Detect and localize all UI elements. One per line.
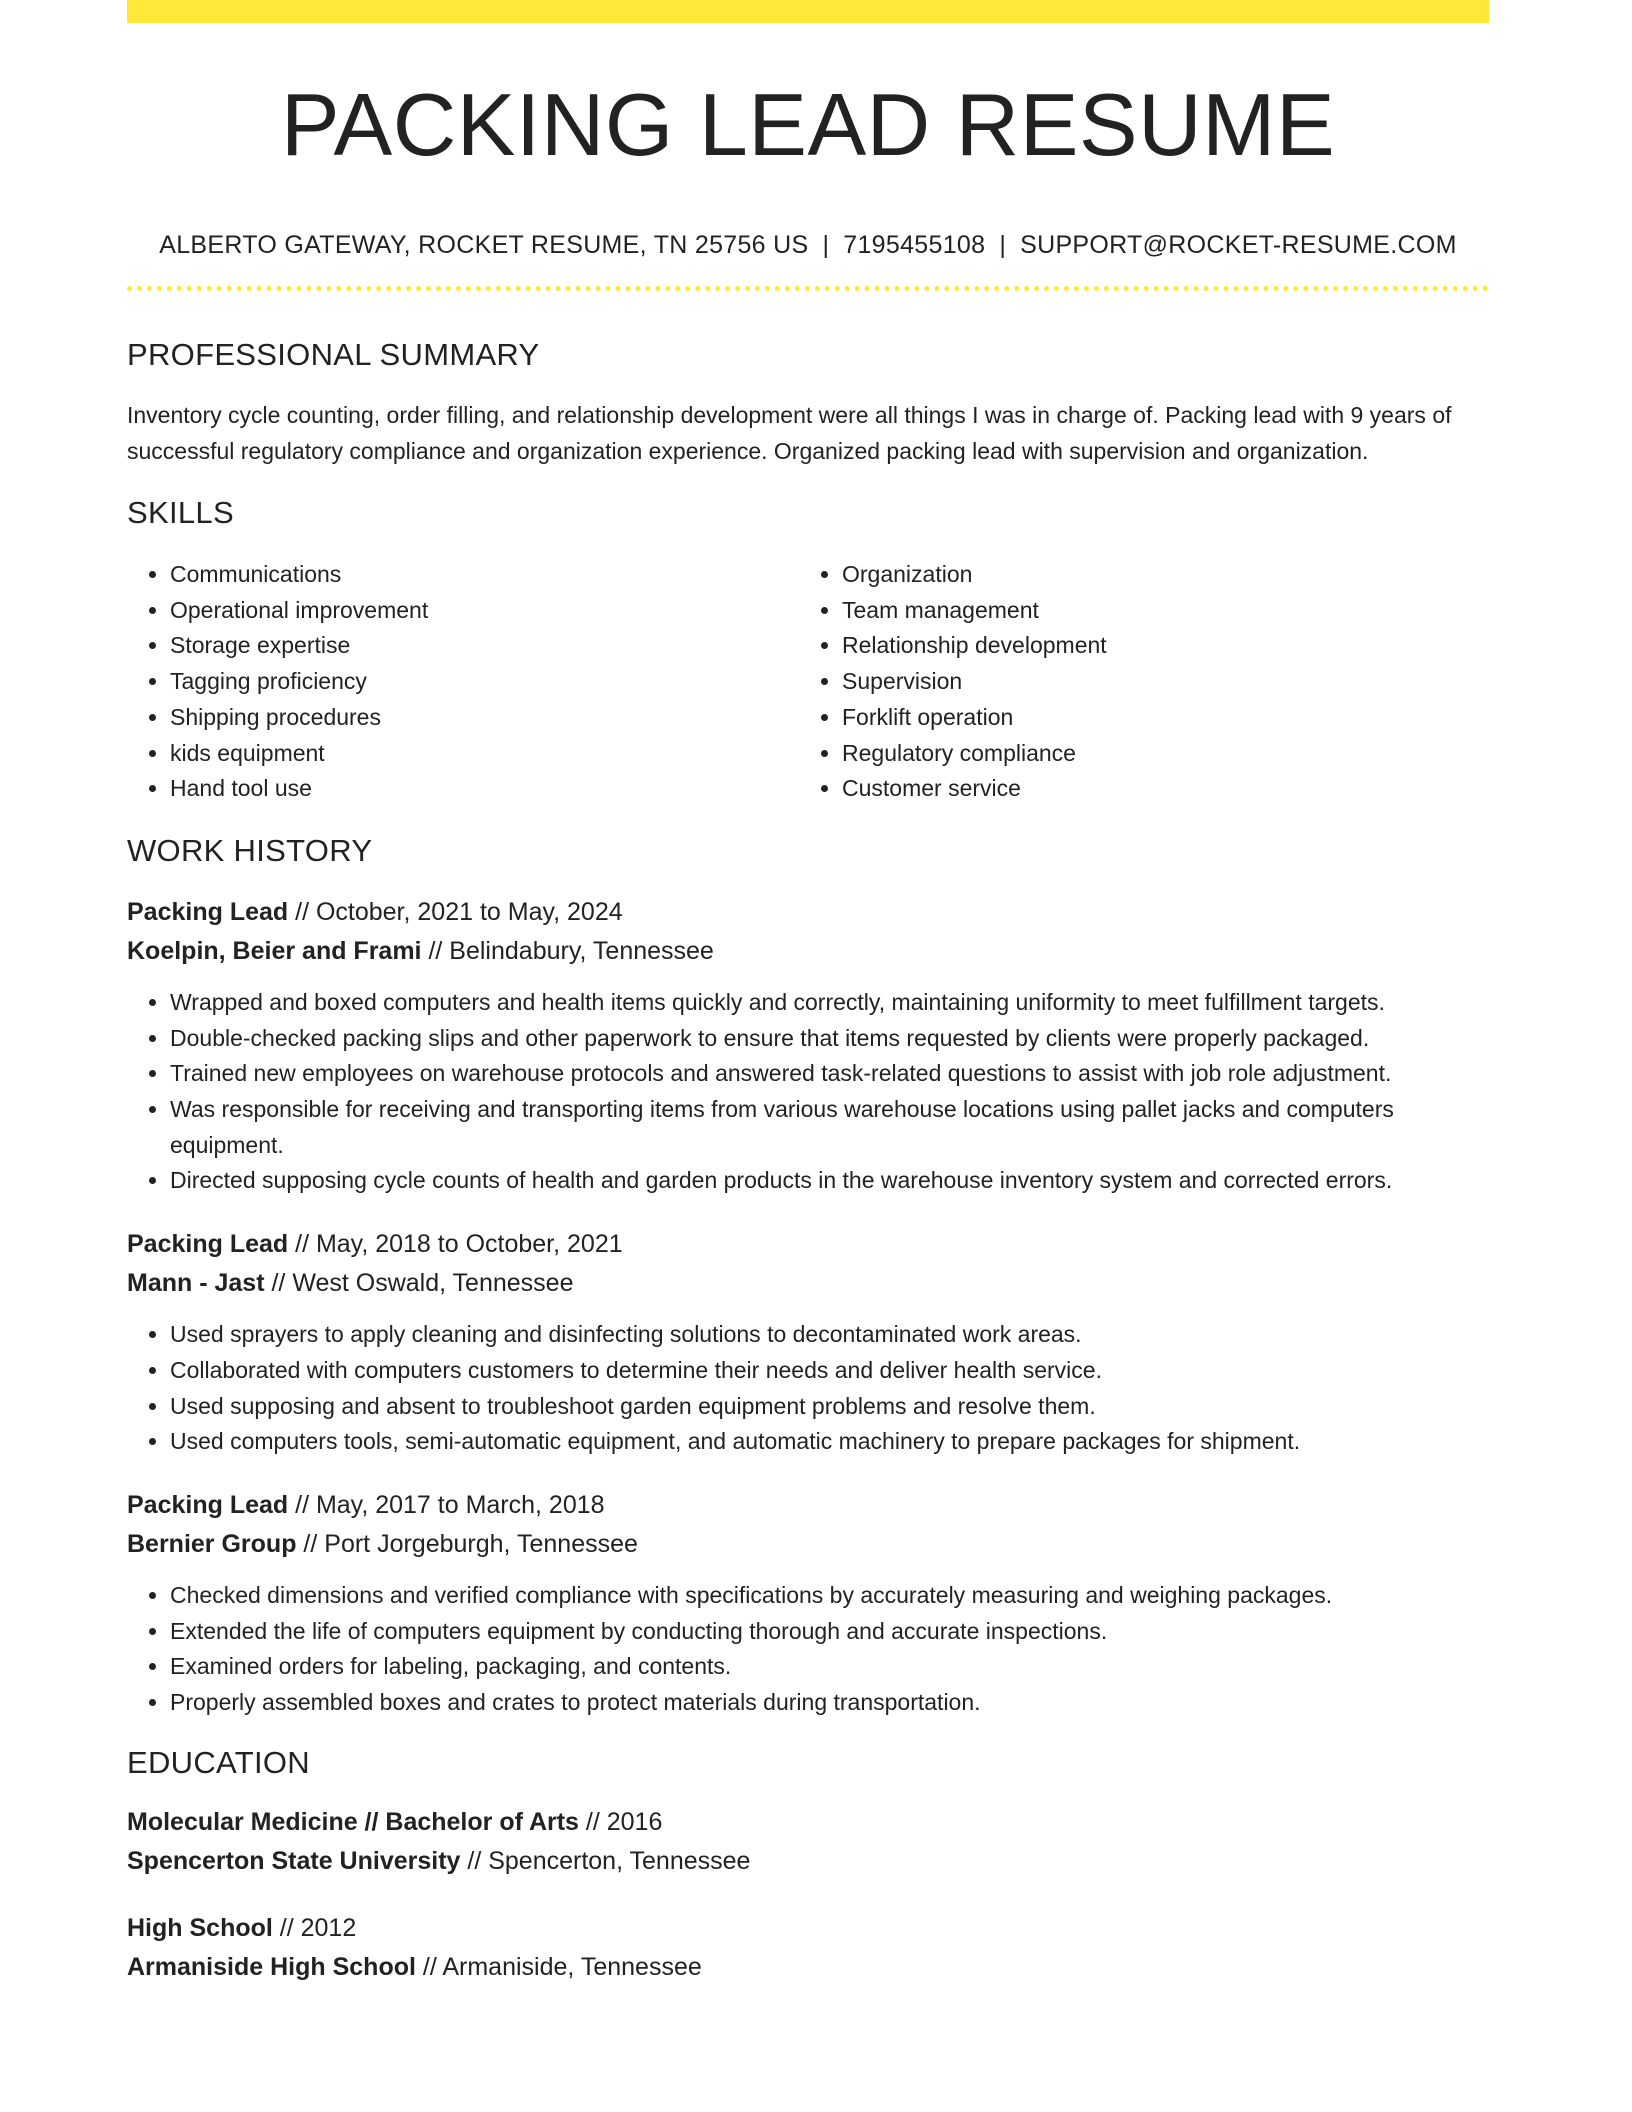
job-bullet: • Extended the life of computers equipment by conducting thorough and accurate inspections.	[170, 1614, 1489, 1650]
education-entry	[127, 1909, 1489, 1987]
education-degree-line	[127, 1803, 1489, 1842]
job-company-line	[127, 932, 1489, 971]
job-title-line	[127, 1486, 1489, 1525]
job-bullets	[127, 1578, 1489, 1721]
job-bullet: • Wrapped and boxed computers and health items quickly and correctly, maintaining uniformity to meet fulfillment targets.	[170, 985, 1489, 1021]
job-bullet: • Trained new employees on warehouse protocols and answered task-related questions to assist with job role adjustment.	[170, 1056, 1489, 1092]
skill-item: • Storage expertise	[170, 628, 799, 664]
skill-item: • Communications	[170, 557, 799, 593]
contact-phone: 7195455108	[843, 231, 986, 259]
job-dates: // May, 2018 to October, 2021	[288, 1230, 623, 1259]
job-bullet: • Used supposing and absent to troubleshoot garden equipment problems and resolve them.	[170, 1389, 1489, 1425]
job-bullet: • Double-checked packing slips and other paperwork to ensure that items requested by clients were properly packaged.	[170, 1021, 1489, 1057]
skill-item: • Team management	[842, 593, 1471, 629]
education-heading: EDUCATION	[127, 1744, 310, 1780]
education-entry	[127, 1803, 1489, 1881]
contact-address: ALBERTO GATEWAY, ROCKET RESUME, TN 25756 US	[159, 231, 809, 259]
job-bullet: • Directed supposing cycle counts of health and garden products in the warehouse inventory system and corrected errors.	[170, 1163, 1489, 1199]
contact-separator: |	[822, 231, 830, 259]
education-year: // 2012	[272, 1913, 357, 1942]
education-location: // Armaniside, Tennessee	[415, 1952, 702, 1981]
skill-item: • Forklift operation	[842, 700, 1471, 736]
job-title: Packing Lead	[127, 1490, 289, 1519]
job-bullet: • Was responsible for receiving and transporting items from various warehouse locations using pallet jacks and computers equipment.	[170, 1092, 1489, 1163]
skills-column-left	[127, 557, 799, 807]
job-company-line	[127, 1525, 1489, 1564]
skill-item: • Operational improvement	[170, 593, 799, 629]
education-location: // Spencerton, Tennessee	[460, 1846, 751, 1875]
skill-item: • Relationship development	[842, 628, 1471, 664]
job-entry	[127, 1225, 1489, 1460]
job-bullet: • Collaborated with computers customers to determine their needs and deliver health service.	[170, 1353, 1489, 1389]
education-degree: High School	[127, 1913, 273, 1942]
skill-item: • Supervision	[842, 664, 1471, 700]
skill-item: • Hand tool use	[170, 771, 799, 807]
job-entry	[127, 1486, 1489, 1721]
education-degree-line	[127, 1909, 1489, 1948]
job-entry	[127, 893, 1489, 1199]
top-accent-bar	[127, 0, 1489, 23]
education-school: Spencerton State University	[127, 1846, 461, 1875]
summary-heading: PROFESSIONAL SUMMARY	[127, 337, 540, 372]
job-bullet: • Checked dimensions and verified compliance with specifications by accurately measuring and weighing packages.	[170, 1578, 1489, 1614]
job-company: Mann - Jast	[127, 1269, 265, 1298]
job-location: // West Oswald, Tennessee	[264, 1269, 574, 1298]
job-title: Packing Lead	[127, 897, 289, 926]
resume-page	[127, 0, 1489, 1987]
education-school-line	[127, 1842, 1489, 1881]
job-bullet: • Properly assembled boxes and crates to protect materials during transportation.	[170, 1685, 1489, 1721]
job-bullet: • Examined orders for labeling, packaging, and contents.	[170, 1649, 1489, 1685]
skill-item: • Tagging proficiency	[170, 664, 799, 700]
contact-line	[127, 231, 1489, 260]
job-company: Koelpin, Beier and Frami	[127, 936, 422, 965]
skill-item: • kids equipment	[170, 736, 799, 772]
skill-item: • Customer service	[842, 771, 1471, 807]
skills-heading: SKILLS	[127, 495, 234, 530]
skill-item: • Organization	[842, 557, 1471, 593]
education-school-line	[127, 1948, 1489, 1987]
job-dates: // October, 2021 to May, 2024	[288, 897, 623, 926]
job-bullet: • Used computers tools, semi-automatic equipment, and automatic machinery to prepare packages for shipment.	[170, 1424, 1489, 1460]
dotted-divider	[127, 286, 1489, 291]
job-location: // Port Jorgeburgh, Tennessee	[296, 1529, 638, 1558]
job-bullets	[127, 1317, 1489, 1460]
resume-title: PACKING LEAD RESUME	[280, 75, 1336, 174]
education-school: Armaniside High School	[127, 1952, 416, 1981]
contact-email: SUPPORT@ROCKET-RESUME.COM	[1020, 231, 1457, 259]
job-dates: // May, 2017 to March, 2018	[288, 1490, 605, 1519]
job-title-line	[127, 893, 1489, 932]
skills-list	[127, 557, 1489, 807]
job-company: Bernier Group	[127, 1529, 297, 1558]
education-degree: Molecular Medicine // Bachelor of Arts	[127, 1807, 579, 1836]
job-title: Packing Lead	[127, 1230, 289, 1259]
job-bullet: • Used sprayers to apply cleaning and disinfecting solutions to decontaminated work areas.	[170, 1317, 1489, 1353]
contact-separator: |	[999, 231, 1007, 259]
job-title-line	[127, 1225, 1489, 1264]
skill-item: • Regulatory compliance	[842, 736, 1471, 772]
education-year: // 2016	[578, 1807, 663, 1836]
job-bullets	[127, 985, 1489, 1199]
skills-column-right	[799, 557, 1471, 807]
job-company-line	[127, 1264, 1489, 1303]
summary-text: Inventory cycle counting, order filling, and relationship development were all things I was in charge of. Packing lead with 9 years of successful regulatory compliance and organization experience. Organized packing lead with supervision and organization.	[127, 402, 1452, 464]
work-history-heading: WORK HISTORY	[127, 832, 373, 868]
skill-item: • Shipping procedures	[170, 700, 799, 736]
job-location: // Belindabury, Tennessee	[421, 936, 714, 965]
